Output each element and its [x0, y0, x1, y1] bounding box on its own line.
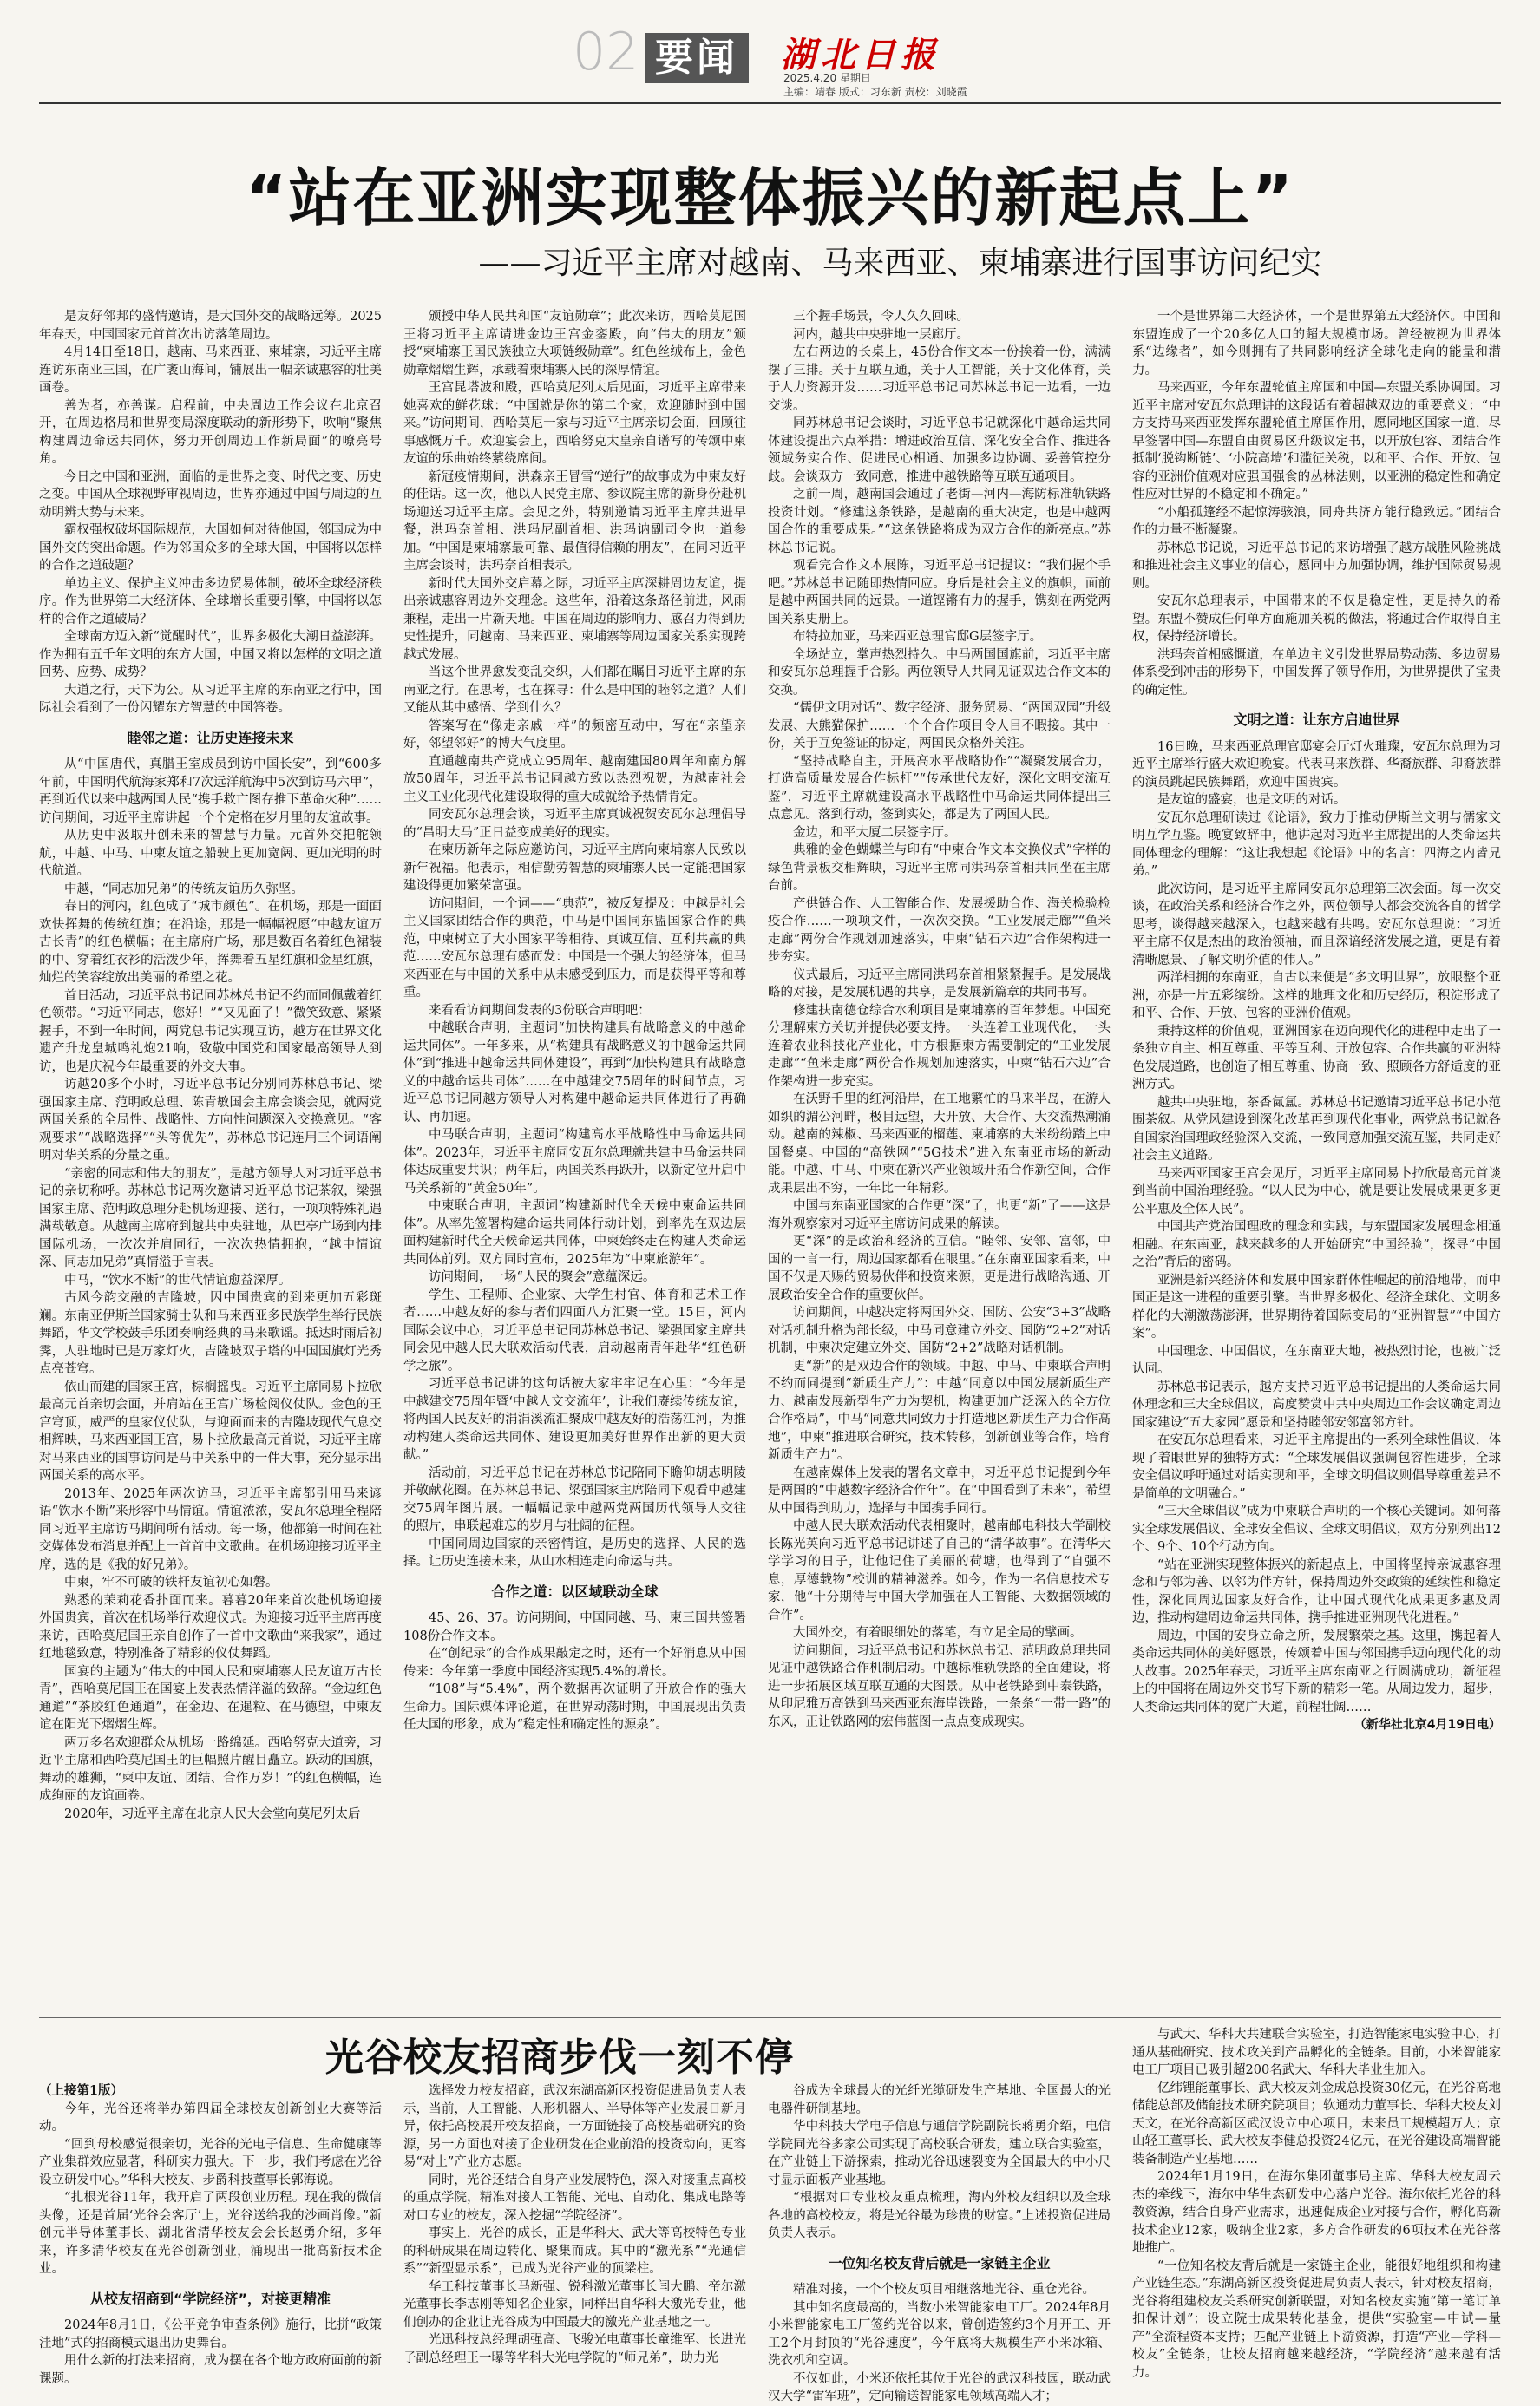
- body-paragraph: 精准对接，一个个校友项目相继落地光谷、重仓光谷。: [793, 2283, 1095, 2297]
- body-paragraph: 亚洲是新兴经济体和发展中国家群体性崛起的前沿地带，而中国正是这一进程的重要引擎。当世界多极化、经济全球化、文明多样化的大潮激荡澎湃，世界期待着国际变局的“亚洲智慧”“中国方案”。: [1132, 1273, 1501, 1341]
- body-paragraph: 中国共产党治国理政的理念和实践，与东盟国家发展理念相通相融。在东南亚，越来越多的人开始研究“中国经验”，探寻“中国之治”背后的密码。: [1132, 1220, 1501, 1269]
- body-paragraph: 中越人民大联欢活动代表相聚时，越南邮电科技大学副校长陈光英向习近平总书记讲述了自己的“清华故事”。在清华大学学习的日子，让他记住了美丽的荷塘，也得到了“自强不息，厚德载物”校训的精神滋养。如今，作为一名信息技术专家，他“十分期待与中国大学加强在人工智能、大数据领域的合作”。: [768, 1519, 1111, 1623]
- body-paragraph: 习近平总书记讲的这句话被大家牢牢记在心里：“今年是中越建交75周年暨‘中越人文交流年’，让我们赓续传统友谊，将两国人民友好的涓涓溪流汇聚成中越友好的浩荡江河，为推动构建人类命运共同体、建设更加美好世界作出新的更大贡献。”: [403, 1377, 746, 1462]
- body-paragraph: 直通越南共产党成立95周年、越南建国80周年和南方解放50周年，习近平总书记同越方致以热烈祝贺，为越南社会主义工业化现代化建设取得的重大成就给予热情肯定。: [403, 754, 746, 804]
- body-paragraph: 古风今韵交融的吉隆坡，因中国贵宾的到来更加五彩斑斓。东南亚伊斯兰国家骑士队和马来西亚多民族学生举行民族舞蹈，华文学校鼓手乐团奏响经典的马来歌谣。抵达时雨后初霁，人驻地时已是万家灯火，吉隆坡双子塔的中国国旗灯光秀点亮苍穹。: [39, 1291, 382, 1376]
- article1-column-4: [1132, 308, 1501, 2004]
- article2-column-4: [1132, 2026, 1501, 2380]
- body-paragraph: 中越联合声明，主题词“加快构建具有战略意义的中越命运共同体”。一年多来，从“构建具有战略意义的中越命运共同体”到“推进中越命运共同体建设”，再到“加快构建具有战略意义的中越命运共同体”……在中越建交75周年的时间节点，习近平总书记同越方领导人对构建中越命运共同体进行了再确认、再加速。: [403, 1021, 746, 1124]
- body-paragraph: 越共中央驻地，茶香氤氲。苏林总书记邀请习近平总书记小范围茶叙。从党风建设到深化改革再到现代化事业，两党总书记就各自国家治国理政经验深入交流，一致同意加强交流互鉴，共同走好社会主义道路。: [1132, 1095, 1501, 1163]
- body-paragraph: 大国外交，有着眼细处的落笔，有立足全局的擘画。: [793, 1626, 1083, 1640]
- body-paragraph: 布特拉加亚，马来西亚总理官邸G层签字厅。: [793, 630, 1043, 644]
- body-paragraph: 2020年，习近平主席在北京人民大会堂向莫尼列太后: [64, 1806, 361, 1821]
- body-paragraph: 华工科技董事长马新强、锐科激光董事长闫大鹏、帝尔激光董事长李志刚等知名企业家，同样出自华科大激光专业，他们创办的企业让光谷成为中国最大的激光产业基地之一。: [403, 2279, 746, 2330]
- body-paragraph: 春日的河内，红色成了“城市颜色”。在机场，那是一面面欢快挥舞的传统红旗；在沿途，那是一幅幅祝愿“中越友谊万古长青”的红色横幅；在主席府广场，那是数百名着红色裙装的中、穿着红衣衫的活泼少年，挥舞着五星红旗和金星红旗，灿烂的笑容绽放出美丽的希望之花。: [39, 900, 382, 985]
- body-paragraph: 颁授中华人民共和国“友谊勋章”；此次来访，西哈莫尼国王将习近平主席请进金边王宫金銮殿，向“伟大的朋友”颁授“柬埔寨王国民族独立大项链级勋章”。红色丝绒布上，金色勋章熠熠生辉，承载着柬埔寨人民的深厚情谊。: [403, 310, 746, 377]
- body-paragraph: 霸权强权破坏国际规范，大国如何对待他国，邻国成为中国外交的突出命题。作为邻国众多的全球大国，中国将以怎样的合作之道破题？: [39, 523, 382, 573]
- body-paragraph: 访问期间，中越决定将两国外交、国防、公安“3+3”战略对话机制升格为部长级，中马同意建立外交、国防“2+2”对话机制，中柬决定建立外交、国防“2+2”战略对话机制。: [768, 1306, 1111, 1355]
- body-paragraph: 今日之中国和亚洲，面临的是世界之变、时代之变、历史之变。中国从全球视野审视周边，世界亦通过中国与周边的互动明辨大势与未来。: [39, 469, 382, 520]
- body-paragraph: 与武大、华科大共建联合实验室，打造智能家电实验中心，打通从基础研究、技术攻关到产品孵化的全链条。目前，小米智能家电工厂项目已吸引超200名武大、华科大毕业生加入。: [1132, 2028, 1501, 2077]
- body-paragraph: 马来西亚，今年东盟轮值主席国和中国—东盟关系协调国。习近平主席对安瓦尔总理讲的这段话有着超越双边的重要意义：“中方支持马来西亚发挥东盟轮值主席国作用，愿同地区国家一道，尽早签署中国—东盟自由贸易区升级议定书，以开放包容、团结合作抵制‘脱钩断链’、‘小院高墙’和滥征关税，以和平、合作、开放、包容的亚洲价值观对应强国强食的丛林法则，以亚洲的稳定性和确定性应对世界的不稳定和不确定。”: [1132, 381, 1501, 502]
- section-subheading: 合作之道：以区域联动全球: [491, 1583, 659, 1600]
- body-paragraph: 河内，越共中央驻地一层廊厅。: [793, 327, 969, 342]
- body-paragraph: “坚持战略自主，开展高水平战略协作”“凝聚发展合力，打造高质量发展合作标杆”“传承世代友好，深化文明交流互鉴”，习近平主席就建设高水平战略性中马命运共同体提出三点意见。落到行动，签到实处，都是为了两国人民。: [768, 754, 1111, 822]
- body-paragraph: “108”与“5.4%”，两个数据再次证明了开放合作的强大生命力。国际媒体评论道，在世界动荡时期，中国展现出负责任大国的形象，成为“稳定性和确定性的源泉”。: [403, 1682, 746, 1732]
- body-paragraph: 访问期间，一个词——“典范”，被反复提及：中越是社会主义国家团结合作的典范，中马是中国同东盟国家合作的典范，中柬树立了大小国家平等相待、真诚互信、互利共赢的典范……安瓦尔总理有感而发：中国是一个强大的经济体，但马来西亚在与中国的关系中从未感受到压力，而是获得平等和尊重。: [403, 896, 746, 1000]
- body-paragraph: 在安瓦尔总理看来，习近平主席提出的一系列全球性倡议，体现了着眼世界的独特方式：“全球发展倡议强调包容性进步，全球安全倡议呼吁通过对话实现和平，全球文明倡议则倡导尊重差异不是简单的文明融合。”: [1132, 1433, 1501, 1501]
- body-paragraph: 三个握手场景，令人久久回味。: [793, 310, 969, 324]
- body-paragraph: 典雅的金色蝴蝶兰与印有“中柬合作文本交换仪式”字样的绿色背景板交相辉映，习近平主席同洪玛奈首相共同坐在主席台前。: [768, 843, 1111, 893]
- body-paragraph: 4月14日至18日，越南、马来西亚、柬埔寨，习近平主席连访东南亚三国，在广袤山海间，铺展出一幅亲诚惠容的壮美画卷。: [39, 345, 382, 395]
- body-paragraph: 其中知名度最高的，当数小米智能家电工厂。2024年8月小米智能家电工厂签约光谷以来，曾创造签约3个月开工、开工2个月封顶的“光谷速度”，今年底将大规模生产小米冰箱、洗衣机和空调。: [768, 2300, 1111, 2368]
- article-subhead: ——习近平主席对越南、马来西亚、柬埔寨进行国事访问纪实: [478, 246, 1322, 281]
- body-paragraph: 周边，中国的安身立命之所，发展繁荣之基。这里，携起着人类命运共同体的美好愿景，传颂着中国与邻国携手迈向现代化的动人故事。2025年春天，习近平主席东南亚之行圆满成功，新征程上的中国将在周边外交书写下新的精彩一笔。从周边发力，超步，人类命运共同体的宽广大道，前程壮阔……: [1132, 1629, 1501, 1714]
- editors-line: 主编：靖春 版式：习东新 责校：刘晓霞: [783, 86, 967, 98]
- body-paragraph: 中国同周边国家的亲密情谊，是历史的选择、人民的选择。让历史连接未来，从山水相连走向命运与共。: [403, 1537, 746, 1569]
- body-paragraph: “回到母校感觉很亲切，光谷的光电子信息、生命健康等产业集群效应显著，科研实力强大。下一步，我们考虑在光谷设立研发中心。”华科大校友、步爵科技董事长郭海说。: [39, 2137, 382, 2187]
- body-paragraph: 之前一周，越南国会通过了老街—河内—海防标准轨铁路投资计划。“修建这条铁路，是越南的重大决定，也是中越两国合作的重要成果。”“这条铁路将成为双方合作的新亮点。”苏林总书记说。: [768, 488, 1111, 555]
- issue-date: 2025.4.20 星期日: [783, 72, 871, 84]
- body-paragraph: 安瓦尔总理研读过《论语》，致力于推动伊斯兰文明与儒家文明互学互鉴。晚宴致辞中，他讲起对习近平主席提出的人类命运共同体理念的理解：“这让我想起《论语》中的名言：四海之内皆兄弟。”: [1132, 810, 1501, 878]
- body-paragraph: 中马联合声明，主题词“构建高水平战略性中马命运共同体”。2023年，习近平主席同安瓦尔总理就共建中马命运共同体达成重要共识；两年后，两国关系再跃升，以新定位开启中马关系新的“黄金50年”。: [403, 1128, 746, 1196]
- body-paragraph: 光迅科技总经理胡强高、飞骏光电董事长童维军、长进光子副总经理王一曝等华科大光电学院的“师兄弟”，助力光: [403, 2333, 746, 2365]
- body-paragraph: 答案写在“像走亲戚一样”的频密互动中，写在“亲望亲好，邻望邻好”的博大气度里。: [403, 718, 746, 751]
- body-paragraph: 是友好邻邦的盛情邀请，是大国外交的战略远筹。2025年春天，中国国家元首首次出访落笔周边。: [39, 310, 382, 342]
- body-paragraph: 访越20多个小时，习近平总书记分别同苏林总书记、梁强国家主席、范明政总理、陈青敏国会主席会谈会见，就两党两国关系的全局性、战略性、方向性问题深入交换意见。“客观要求”“战略选择”“头等优先”，苏林总书记连用三个词语阐明对华关系的分量之重。: [39, 1078, 382, 1163]
- body-paragraph: 亿纬锂能董事长、武大校友刘金成总投资30亿元，在光谷高地储能总部及储能技术研究院项目；软通动力董事长、华科大校友刘天文，在光谷高新区武汉设立中心项目，未来员工规模超万人；京山轻工董事长、武大校友李健总投资24亿元，在光谷建设高端智能装备制造产业基地……: [1132, 2081, 1501, 2167]
- body-paragraph: 苏林总书记说，习近平总书记的来访增强了越方战胜风险挑战和推进社会主义事业的信心，愿同中方加强协调，维护国际贸易规则。: [1132, 541, 1501, 591]
- article-headline: “站在亚洲实现整体振兴的新起点上”: [246, 161, 1294, 234]
- body-paragraph: 新时代大国外交启幕之际，习近平主席深耕周边友谊，提出亲诚惠容周边外交理念。这些年，沿着这条路径前进，风雨兼程，走出一片新天地。中国在周边的影响力、感召力得到历史性提升，同越南、马来西亚、柬埔寨等周边国家关系实现跨越式发展。: [403, 576, 746, 662]
- body-paragraph: 左右两边的长桌上，45份合作文本一份挨着一份，满满摆了三排。关于互联互通，关于人工智能，关于文化体育，关于人力资源开发……习近平总书记同苏林总书记一边看，一边交谈。: [768, 345, 1111, 413]
- body-paragraph: 修建扶南德仓综合水利项目是柬埔寨的百年梦想。中国充分理解柬方关切并提供必要支持。一头连着工业现代化，一头连着农业科技化产业化，中方根据柬方需要制定的“工业发展走廊”“鱼米走廊”两份合作规划加速落实，中柬“钻石六边”合作架构进一步充实。: [768, 1003, 1111, 1089]
- body-paragraph: 观看完合作文本展陈，习近平总书记提议：“我们握个手吧。”苏林总书记随即热情回应。身后是社会主义的旗帜，面前是越中两国共同的远景。一道铿锵有力的握手，镌刻在两党两国关系史册上。: [768, 559, 1111, 626]
- body-paragraph: 金边，和平大厦二层签字厅。: [793, 825, 957, 840]
- body-paragraph: 洪玛奈首相感慨道，在单边主义引发世界局势动荡、多边贸易体系受到冲击的形势下，中国发挥了领导作用，为世界提供了宝贵的确定性。: [1132, 647, 1501, 698]
- body-paragraph: 一个是世界第二大经济体，一个是世界第五大经济体。中国和东盟连成了一个20多亿人口的超大规模市场。曾经被视为世界体系“边缘者”，如今则拥有了共同影响经济全球化走向的能量和潜力。: [1132, 310, 1501, 377]
- body-paragraph: 16日晚，马来西亚总理官邸宴会厅灯火璀璨，安瓦尔总理为习近平主席举行盛大欢迎晚宴。代表马来族群、华裔族群、印裔族群的演员跳起民族舞蹈，欢迎中国贵宾。: [1132, 739, 1501, 790]
- body-paragraph: 在“创纪录”的合作成果敲定之时，还有一个好消息从中国传来：今年第一季度中国经济实现5.4%的增长。: [403, 1647, 746, 1679]
- body-paragraph: 从“中国唐代，真腊王室成员到访中国长安”，到“600多年前，中国明代航海家郑和7次远洋航海中5次到访马六甲”，再到近代以来中越两国人民“携手救亡图存推下革命火种”……访问期间，习近平主席讲起一个个定格在岁月里的友谊故事。: [39, 757, 382, 825]
- body-paragraph: 更“深”的是政治和经济的互信。“睦邻、安邻、富邻，中国的一言一行，周边国家都看在眼里。”在东南亚国家看来，中国不仅是天赐的贸易伙伴和投资来源，更是进行战略沟通、开展政治安全合作的重要伙伴。: [768, 1235, 1111, 1302]
- body-paragraph: 秉持这样的价值观，亚洲国家在迈向现代化的进程中走出了一条独立自主、相互尊重、平等互利、开放包容、合作共赢的亚洲特色发展道路，也创造了相互尊重、协商一致、照顾各方舒适度的亚洲方式。: [1132, 1024, 1501, 1092]
- article1-column-1: [39, 308, 382, 2004]
- body-paragraph: 全场站立，掌声热烈持久。中马两国国旗前，习近平主席和安瓦尔总理握手合影。两位领导人共同见证双边合作文本的交换。: [768, 647, 1111, 698]
- article2-headline: 光谷校友招商步伐一刻不停: [325, 2036, 794, 2080]
- masthead-meta: [783, 71, 967, 99]
- body-paragraph: 中马，“饮水不断”的世代情谊愈益深厚。: [64, 1273, 292, 1288]
- body-paragraph: 同时，光谷还结合自身产业发展特色，深入对接重点高校的重点学院，精准对接人工智能、光电、自动化、集成电路等对口专业的校友，深入挖掘“学院经济”。: [403, 2173, 746, 2223]
- body-paragraph: 事实上，光谷的成长，正是华科大、武大等高校特色专业的科研成果在周边转化、聚集而成。其中的“激光系”“光通信系”“新型显示系”，已成为光谷产业的顶梁柱。: [403, 2226, 746, 2276]
- masthead-rule: [39, 102, 1501, 104]
- body-paragraph: 苏林总书记表示，越方支持习近平总书记提出的人类命运共同体理念和三大全球倡议，高度赞赏中共中央周边工作会议确定周边国家建设“五大家园”愿景和坚持睦邻安邻富邻方针。: [1132, 1380, 1501, 1430]
- lead-note: （上接第1版）: [39, 2083, 124, 2098]
- body-paragraph: 此次访问，是习近平主席同安瓦尔总理第三次会面。每一次交谈，在政治关系和经济合作之外，两位领导人都会交流各自的哲学思考，谈得越来越深入，也越来越有共鸣。安瓦尔总理说：“习近平主席不仅是杰出的政治领袖，而且深谙经济发展之道，更是有着清晰愿景、了解文明价值的伟人。”: [1132, 882, 1501, 967]
- body-paragraph: 中国与东南亚国家的合作更“深”了，也更“新”了——这是海外观察家对习近平主席访问成果的解读。: [768, 1199, 1111, 1231]
- body-paragraph: 中柬联合声明，主题词“构建新时代全天候中柬命运共同体”。从率先签署构建命运共同体行动计划，到率先在双边层面构建新时代全天候命运共同体，中柬始终走在构建人类命运共同体前列。双方同时宣布，2025年为“中柬旅游年”。: [403, 1199, 746, 1267]
- section-subheading: 睦邻之道：让历史连接未来: [127, 729, 294, 746]
- body-paragraph: 访问期间，习近平总书记和苏林总书记、范明政总理共同见证中越铁路合作机制启动。中越标准轨铁路的全面建设，将进一步拓展区域互联互通的大图景。从中老铁路到中泰铁路，从印尼雅万高铁到马来西亚东海岸铁路，一条条“一带一路”的东风，正让铁路网的宏伟蓝图一点点变成现实。: [768, 1643, 1111, 1729]
- body-paragraph: 华中科技大学电子信息与通信学院副院长蒋勇介绍，电信学院同光谷多家公司实现了高校联合研发，建立联合实验室，在产业链上下游探索，推动光谷迅速裂变为全国最大的中小尺寸显示面板产业基地。: [768, 2120, 1111, 2187]
- body-paragraph: 用什么新的打法来招商，成为摆在各个地方政府面前的新课题。: [39, 2354, 382, 2386]
- body-paragraph: “三大全球倡议”成为中柬联合声明的一个核心关键词。如何落实全球发展倡议、全球安全倡议、全球文明倡议，双方分别列出12个、9个、10个行动方向。: [1132, 1505, 1501, 1554]
- body-paragraph: 不仅如此，小米还依托其位于光谷的武汉科技园，联动武汉大学“雷军班”，定向输送智能家电领域高端人才；: [768, 2371, 1111, 2403]
- body-paragraph: 45、26、37。访问期间，中国同越、马、柬三国共签署108份合作文本。: [403, 1611, 746, 1643]
- body-paragraph: 产供链合作、人工智能合作、发展援助合作、海关检验检疫合作……一项项文件，一次次交换。“工业发展走廊”“鱼米走廊”两份合作规划加速落实，中柬“钻石六边”合作架构进一步夯实。: [768, 896, 1111, 964]
- body-paragraph: 首日活动，习近平总书记同苏林总书记不约而同佩戴着红色领带。“习近平同志，您好！”“又见面了！”微笑致意、紧紧握手，不到一年时间，两党总书记实现互访，越方在世界文化遗产升龙皇城鸣礼炮21响，致敬中国党和国家最高领导人到访，也是庆祝今年最重要的外交大事。: [39, 988, 382, 1074]
- article-divider: [39, 2017, 1501, 2018]
- body-paragraph: 中越，“同志加兄弟”的传统友谊历久弥坚。: [64, 882, 304, 896]
- body-paragraph: 大道之行，天下为公。从习近平主席的东南亚之行中，国际社会看到了一份闪耀东方智慧的中国答卷。: [39, 683, 382, 715]
- body-paragraph: 国宴的主题为“伟大的中国人民和柬埔寨人民友谊万古长青”，西哈莫尼国王在国宴上发表热情洋溢的致辞。“金边红色通道”“茶胶红色通道”，在金边、在暹粒、在马德望，中柬友谊在阳光下熠熠生辉。: [39, 1664, 382, 1732]
- body-paragraph: 仪式最后，习近平主席同洪玛奈首相紧紧握手。是发展战略的对接，是发展机遇的共享，是发展新篇章的共同书写。: [768, 967, 1111, 1000]
- body-paragraph: “根据对口专业校友重点梳理，海内外校友组织以及全球各地的高校校友，将是光谷最为珍贵的财富。”上述投资促进局负责人表示。: [768, 2191, 1111, 2240]
- article1-column-2: [403, 308, 746, 2004]
- body-paragraph: 来看看访问期间发表的3份联合声明吧：: [429, 1003, 651, 1018]
- body-paragraph: 更“新”的是双边合作的领域。中越、中马、中柬联合声明不约而同提到“新质生产力”：中越“同意以中国发展新质生产力、越南发展新型生产力为契机，构建更加广泛深入的全方位合作格局”，中马“同意共同致力于打造地区新质生产力合作高地”，中柬“推进联合研究，技术转移，创新创业等合作，培育新质生产力”。: [768, 1359, 1111, 1462]
- body-paragraph: 两万多名欢迎群众从机场一路绵延。西哈努克大道旁，习近平主席和西哈莫尼国王的巨幅照片醒目矗立。跃动的国旗，舞动的雄狮，“柬中友谊、团结、合作万岁！”的红色横幅，连成绚丽的友谊画卷。: [39, 1735, 382, 1803]
- section-subheading: 从校友招商到“学院经济”，对接更精准: [89, 2290, 331, 2307]
- body-paragraph: 当这个世界愈发变乱交织，人们都在瞩目习近平主席的东南亚之行。在思考，也在探寻：什么是中国的睦邻之道？人们又能从其中感悟、学到什么？: [403, 665, 746, 715]
- body-paragraph: 2013年、2025年两次访马，习近平主席都引用马来谚语“饮水不断”来形容中马情谊。情谊浓浓，安瓦尔总理全程陪同习近平主席访马期间所有活动。每一场，他都第一时间在社交媒体发布消息并配上一首首中文歌曲。在机场迎接习近平主席，选的是《我的好兄弟》。: [39, 1486, 382, 1572]
- body-paragraph: 2024年1月19日，在海尔集团董事局主席、华科大校友周云杰的牵线下，海尔中华生态研发中心落户光谷。海尔依托光谷的科教资源，结合自身产业需求，迅速促成企业对接与合作，孵化高新技术企业12家，吸纳企业2家，多方合作研发的6项技术在光谷落地推广。: [1132, 2170, 1501, 2255]
- body-paragraph: 王宫昆塔波和殿，西哈莫尼列太后见面，习近平主席带来她喜欢的鲜花球：“中国就是你的第二个家，欢迎随时到中国来。”访问期间，西哈莫尼一家与习近平主席亲切会面，回顾往事感慨万千。欢迎宴会上，西哈努克太皇亲自谱写的传颂中柬友谊的乐曲始终萦绕席间。: [403, 381, 746, 466]
- body-paragraph: “一位知名校友背后就是一家链主企业，能很好地组织和构建产业链生态。”东湖高新区投资促进局负责人表示，针对校友招商，光谷将组建校友关系研究创新联盟，对知名校友实施“第一笔订单扣保计划”；设立院士成果转化基金，提供“实验室—中试—量产”全流程资本支持；匹配产业链上下游资源，打造“产业—学科—校友”全链条，让校友招商越来越经济，“学院经济”越来越有活力。: [1132, 2258, 1501, 2380]
- body-paragraph: 同安瓦尔总理会谈，习近平主席真诚祝贺安瓦尔总理倡导的“昌明大马”正日益变成美好的现实。: [403, 808, 746, 840]
- body-paragraph: 两洋相拥的东南亚，自古以来便是“多文明世界”，放眼整个亚洲，亦是一片五彩缤纷。这样的地理文化和历史经历，积淀形成了和平、合作、开放、包容的亚洲价值观。: [1132, 971, 1501, 1020]
- body-paragraph: 活动前，习近平总书记在苏林总书记陪同下瞻仰胡志明陵并敬献花圈。在苏林总书记、梁强国家主席陪同下观看中越建交75周年图片展。一幅幅记录中越两党两国历代领导人交往的照片，串联起难忘的岁月与壮阔的征程。: [403, 1465, 746, 1533]
- body-paragraph: “亲密的同志和伟大的朋友”，是越方领导人对习近平总书记的亲切称呼。苏林总书记两次邀请习近平总书记茶叙，梁强国家主席、范明政总理分赴机场迎接、送行，一项项特殊礼遇满载敬意。从越南主席府到越共中央驻地，从巴亭广场到内排国际机场，一次次并肩同行，一次次热情拥抱，“越中情谊深、同志加兄弟”真情溢于言表。: [39, 1166, 382, 1269]
- body-paragraph: 选择发力校友招商，武汉东湖高新区投资促进局负责人表示，当前，人工智能、人形机器人、半导体等产业发展日新月异，依托高校展开校友招商，一方面链接了高校基础研究的资源，另一方面也对接了企业研发在企业前沿的投资动向，更容易“对上”产业方志愿。: [403, 2084, 746, 2169]
- body-paragraph: 是友谊的盛宴，也是文明的对话。: [1157, 793, 1347, 807]
- body-paragraph: 善为者，亦善谋。启程前，中央周边工作会议在北京召开，在周边格局和世界变局深度联动的新形势下，吹响“聚焦构建周边命运共同体，努力开创周边工作新局面”的嘹亮号角。: [39, 398, 382, 466]
- body-paragraph: 在柬历新年之际应邀访问，习近平主席向柬埔寨人民致以新年祝福。他表示，相信勤劳智慧的柬埔寨人民一定能把国家建设得更加繁荣富强。: [403, 843, 746, 893]
- body-paragraph: 学生、工程师、企业家、大学生村官、体育和艺术工作者……中越友好的参与者们四面八方汇聚一堂。15日，河内国际会议中心，习近平总书记同苏林总书记、梁强国家主席共同会见中越人民大联欢活动代表，启动越南青年赴华“红色研学之旅”。: [403, 1288, 746, 1373]
- body-paragraph: 同苏林总书记会谈时，习近平总书记就深化中越命运共同体建设提出六点举措：增进政治互信、深化安全合作、推进各领域务实合作、促进民心相通、加强多边协调、妥善管控分歧。会谈双方一致同意，推进中越铁路等互联互通项目。: [768, 416, 1111, 484]
- article2-column-2: [403, 2082, 746, 2365]
- body-paragraph: 从历史中汲取开创未来的智慧与力量。元首外交把舵领航，中越、中马、中柬友谊之船驶上更加宽阔、更加光明的时代航道。: [39, 829, 382, 878]
- body-paragraph: “小船孤篷经不起惊涛骇浪，同舟共济方能行稳致远。”团结合作的力量不断凝聚。: [1132, 505, 1501, 537]
- section-subheading: 一位知名校友背后就是一家链主企业: [828, 2254, 1051, 2272]
- article2-column-1: [39, 2082, 382, 2386]
- page-number: 02: [573, 22, 639, 82]
- body-paragraph: “儒伊文明对话”、数字经济、服务贸易、“两国双园”升级发展、大熊猫保护……一个个合作项目令人目不暇接。其中一份，关于互免签证的协定，两国民众格外关注。: [768, 701, 1111, 751]
- body-paragraph: “扎根光谷11年，我开启了两段创业历程。现在我的微信头像，还是首届‘光谷会客厅’上，光谷送给我的沙画肖像。”新创元半导体董事长、湖北省清华校友会会长赵勇介绍，多年来，许多清华校友在光谷创新创业，涌现出一批高新技术企业。: [39, 2191, 382, 2276]
- article1-column-3: [768, 308, 1111, 2004]
- article2-column-3: [768, 2082, 1111, 2403]
- body-paragraph: 2024年8月1日，《公平竞争审查条例》施行，比拼“政策洼地”式的招商模式退出历史舞台。: [39, 2318, 382, 2350]
- body-paragraph: 马来西亚国家王宫会见厅，习近平主席同易卜拉欣最高元首谈到当前中国治理经验。“以人民为中心，就是要让发展成果更多更公平惠及全体人民”。: [1132, 1166, 1501, 1216]
- body-paragraph: 熟悉的茉莉花香扑面而来。暮暮20年来首次赴机场迎接外国贵宾，首次在机场举行欢迎仪式。为迎接习近平主席再度来访，西哈莫尼国王亲自创作了一首中文歌曲“来我家”，通过红地毯致意，特别准备了精彩的仪仗舞蹈。: [39, 1593, 382, 1661]
- body-paragraph: 新冠疫情期间，洪森亲王冒雪“逆行”的故事成为中柬友好的佳话。这一次，他以人民党主席、参议院主席的新身份赴机场迎送习近平主席。会见之外，特别邀请习近平主席共进早餐，洪玛奈首相、洪玛尼副首相、洪玛讷副司令也一道参加。“中国是柬埔寨最可靠、最值得信赖的朋友”，在同习近平主席会谈时，洪玛奈首相表示。: [403, 469, 746, 573]
- body-paragraph: 依山而建的国家王宫，棕榈摇曳。习近平主席同易卜拉欣最高元首亲切会面，并肩站在王宫广场检阅仪仗队。金色的王宫穹顶，威严的皇家仪仗队，与迎面而来的吉隆坡现代气息交相辉映，马来西亚国王宫，易卜拉欣最高元首说，习近平主席对马来西亚的国事访问是马中关系中的一件大事，充分显示出两国关系的高水平。: [39, 1380, 382, 1483]
- body-paragraph: 安瓦尔总理表示，中国带来的不仅是稳定性，更是持久的希望。东盟不赞成任何单方面施加关税的做法，将通过合作取得自主权，保持经济增长。: [1132, 594, 1501, 644]
- body-paragraph: 中国理念、中国倡议，在东南亚大地，被热烈讨论，也被广泛认同。: [1132, 1344, 1501, 1376]
- body-paragraph: 全球南方迈入新“觉醒时代”，世界多极化大潮日益澎湃。作为拥有五千年文明的东方大国，中国又将以怎样的文明之道回势、应势、成势？: [39, 630, 382, 679]
- section-subheading: 文明之道：让东方启迪世界: [1233, 711, 1400, 728]
- body-paragraph: 今年，光谷还将举办第四届全球校友创新创业大赛等活动。: [39, 2101, 382, 2134]
- body-paragraph: 单边主义、保护主义冲击多边贸易体制，破坏全球经济秩序。作为世界第二大经济体、全球增长重要引擎，中国将以怎样的合作之道破局？: [39, 576, 382, 626]
- body-paragraph: 在越南媒体上发表的署名文章中，习近平总书记提到今年是两国的“中越数字经济合作年”。在“中国看到了未来”，希望从中国得到助力，选择与中国携手同行。: [768, 1465, 1111, 1516]
- newspaper-logo: 湖北日报: [781, 35, 940, 75]
- section-label: 要闻: [645, 33, 749, 83]
- body-paragraph: 访问期间，一场“人民的聚会”意蕴深远。: [429, 1270, 656, 1284]
- body-paragraph: 中柬，牢不可破的铁杆友谊初心如磐。: [64, 1576, 279, 1590]
- body-paragraph: 谷成为全球最大的光纤光缆研发生产基地、全国最大的光电器件研制基地。: [768, 2084, 1111, 2116]
- body-paragraph: “站在亚洲实现整体振兴的新起点上，中国将坚持亲诚惠容理念和与邻为善、以邻为伴方针，保持周边外交政策的延续性和稳定性，深化同周边国家友好合作，让中国式现代化成果更多惠及周边，推动构建周边命运共同体，携手推进亚洲现代化进程。”: [1132, 1557, 1501, 1625]
- body-paragraph: 在沃野千里的红河沿岸，在工地繁忙的马来半岛，在游人如织的湄公河畔，极目远望，大开放、大合作、大交流热潮涌动。越南的辣椒、马来西亚的榴莲、柬埔寨的大米纷纷踏上中国餐桌。中国的“高铁网”“5G技术”进入东南亚市场的新动能。中越、中马、中柬在新兴产业领域开拓合作新空间，合作成果层出不穷，一年比一年精彩。: [768, 1092, 1111, 1196]
- dateline-signature: （新华社北京4月19日电）: [1353, 1718, 1501, 1732]
